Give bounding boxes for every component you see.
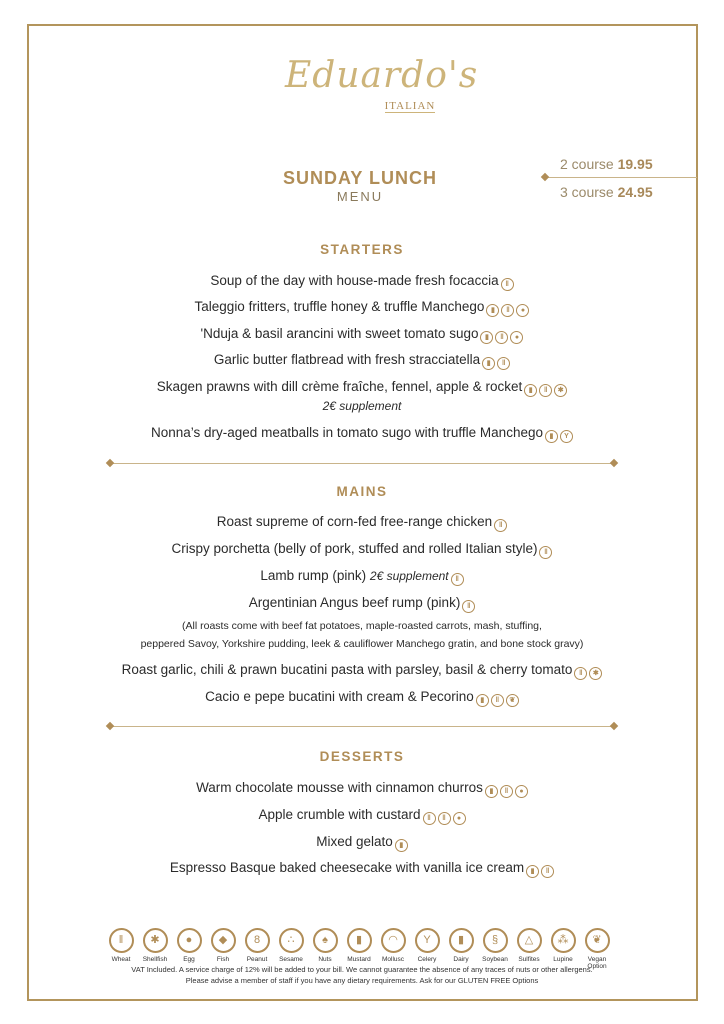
menu-item (27, 834, 697, 852)
egg-icon: ● (515, 785, 528, 798)
dairy-icon: ▮ (395, 839, 408, 852)
wheat-icon: ǁ (539, 546, 552, 559)
section-divider (110, 463, 614, 464)
item-name: Mixed gelato (316, 834, 393, 849)
wheat-icon: ǁ (574, 667, 587, 680)
menu-item (27, 595, 697, 613)
price-2-course (560, 156, 653, 172)
wheat-icon: ǁ (109, 928, 134, 953)
menu-item (27, 860, 697, 878)
dairy-icon: ▮ (476, 694, 489, 707)
egg-icon: ● (177, 928, 202, 953)
item-name: Crispy porchetta (belly of pork, stuffed and rolled Italian style) (171, 541, 538, 556)
allergen-label: Dairy (453, 956, 469, 963)
wheat-icon: ǁ (501, 304, 514, 317)
menu-item (27, 807, 697, 825)
section-divider (110, 726, 614, 727)
vegan-icon: ❦ (506, 694, 519, 707)
item-name: Roast garlic, chili & prawn bucatini pasta with parsley, basil & cherry tomato (121, 662, 573, 677)
allergen-legend (104, 928, 614, 970)
footer-line-2: Please advise a member of staff if you have any dietary requirements. Ask for our GLUTEN FREE Options (185, 976, 539, 985)
allergen-nuts (308, 928, 342, 970)
menu-item (27, 541, 697, 559)
logo (285, 55, 479, 114)
allergen-label: Lupine (553, 956, 573, 963)
item-name: Warm chocolate mousse with cinnamon churros (196, 780, 483, 795)
price-label: 2 course (560, 156, 614, 172)
wheat-icon: ǁ (462, 600, 475, 613)
mustard-icon: ▮ (347, 928, 372, 953)
item-name: Apple crumble with custard (258, 807, 421, 822)
menu-item (27, 514, 697, 532)
menu-item (27, 299, 697, 317)
dairy-icon: ▮ (485, 785, 498, 798)
lupine-icon: ⁂ (551, 928, 576, 953)
supplement-note: 2€ supplement (322, 399, 402, 413)
shellfish-icon: ✱ (143, 928, 168, 953)
allergen-label: Nuts (318, 956, 332, 963)
price-value: 24.95 (617, 184, 653, 200)
wheat-icon: ǁ (423, 812, 436, 825)
peanut-icon: 8 (245, 928, 270, 953)
item-name: Lamb rump (pink) (260, 568, 367, 583)
celery-icon: Y (415, 928, 440, 953)
section-heading-mains: MAINS (336, 484, 388, 499)
item-name: Skagen prawns with dill crème fraîche, fennel, apple & rocket (156, 379, 523, 394)
item-name: Roast supreme of corn-fed free-range chicken (216, 514, 493, 529)
roasts-note: (All roasts come with beef fat potatoes, maple-roasted carrots, mash, stuffing, (182, 620, 542, 632)
celery-icon: Y (560, 430, 573, 443)
price-value: 19.95 (617, 156, 653, 172)
egg-icon: ● (516, 304, 529, 317)
soybean-icon: § (483, 928, 508, 953)
menu-item (27, 352, 697, 370)
item-name: Argentinian Angus beef rump (pink) (248, 595, 461, 610)
menu-item (27, 273, 697, 291)
menu-subtitle: MENU (336, 189, 384, 204)
allergen-soybean (478, 928, 512, 970)
egg-icon: ● (510, 331, 523, 344)
supplement-note: 2€ supplement (369, 569, 449, 583)
allergen-label: Vegan Option (587, 956, 607, 970)
nuts-icon: ♠ (313, 928, 338, 953)
allergen-shellfish (138, 928, 172, 970)
allergen-label: Mollusc (381, 956, 405, 963)
allergen-label: Peanut (246, 956, 268, 963)
roasts-note: peppered Savoy, Yorkshire pudding, leek & cauliflower Manchego gratin, and bone stock gravy) (140, 638, 584, 650)
wheat-icon: ǁ (497, 357, 510, 370)
allergen-egg (172, 928, 206, 970)
dairy-icon: ▮ (545, 430, 558, 443)
item-name: Taleggio fritters, truffle honey & truffle Manchego (194, 299, 485, 314)
allergen-label: Mustard (347, 956, 371, 963)
dairy-icon: ▮ (486, 304, 499, 317)
wheat-icon: ǁ (500, 785, 513, 798)
footer-line-1: VAT Included. A service charge of 12% will be added to your bill. We cannot guarantee the absence of any traces of nuts or other allergens. (131, 965, 593, 974)
section-heading-starters: STARTERS (320, 242, 404, 257)
allergen-peanut (240, 928, 274, 970)
allergen-celery (410, 928, 444, 970)
allergen-label: Celery (417, 956, 437, 963)
sesame-icon: ∴ (279, 928, 304, 953)
shellfish-icon: ✱ (589, 667, 602, 680)
dairy-icon: ▮ (524, 384, 537, 397)
price-3-course (560, 184, 653, 200)
dairy-icon: ▮ (526, 865, 539, 878)
sulfites-icon: △ (517, 928, 542, 953)
item-name: Garlic butter flatbread with fresh stracciatella (213, 352, 481, 367)
allergen-label: Egg (183, 956, 195, 963)
allergen-dairy (444, 928, 478, 970)
menu-title: SUNDAY LUNCH (282, 168, 438, 188)
item-name: 'Nduja & basil arancini with sweet tomato sugo (200, 326, 479, 341)
wheat-icon: ǁ (495, 331, 508, 344)
allergen-label: Fish (216, 956, 230, 963)
egg-icon: ● (453, 812, 466, 825)
wheat-icon: ǁ (541, 865, 554, 878)
allergen-label: Sulfites (518, 956, 540, 963)
wheat-icon: ǁ (494, 519, 507, 532)
item-name: Soup of the day with house-made fresh focaccia (210, 273, 499, 288)
menu-item (27, 780, 697, 798)
fish-icon: ◆ (211, 928, 236, 953)
allergen-wheat (104, 928, 138, 970)
wheat-icon: ǁ (438, 812, 451, 825)
price-label: 3 course (560, 184, 614, 200)
item-name: Espresso Basque baked cheesecake with vanilla ice cream (169, 860, 525, 875)
wheat-icon: ǁ (451, 573, 464, 586)
dairy-icon: ▮ (480, 331, 493, 344)
dairy-icon: ▮ (449, 928, 474, 953)
logo-script: Eduardo's (285, 55, 479, 96)
vegan-icon: ❦ (585, 928, 610, 953)
allergen-lupine (546, 928, 580, 970)
price-divider (545, 177, 697, 178)
allergen-mustard (342, 928, 376, 970)
wheat-icon: ǁ (491, 694, 504, 707)
allergen-sesame (274, 928, 308, 970)
menu-item (27, 379, 697, 397)
menu-item (27, 689, 697, 707)
item-name: Cacio e pepe bucatini with cream & Pecorino (205, 689, 474, 704)
menu-item (27, 568, 697, 586)
item-name: Nonna’s dry-aged meatballs in tomato sugo with truffle Manchego (151, 425, 543, 440)
shellfish-icon: ✱ (554, 384, 567, 397)
mollusc-icon: ◠ (381, 928, 406, 953)
wheat-icon: ǁ (539, 384, 552, 397)
wheat-icon: ǁ (501, 278, 514, 291)
dairy-icon: ▮ (482, 357, 495, 370)
allergen-vegan (580, 928, 614, 970)
allergen-mollusc (376, 928, 410, 970)
allergen-label: Soybean (482, 956, 508, 963)
allergen-label: Sesame (279, 956, 303, 963)
menu-item (27, 326, 697, 344)
menu-item (27, 662, 697, 680)
allergen-fish (206, 928, 240, 970)
menu-item (27, 425, 697, 443)
allergen-sulfites (512, 928, 546, 970)
logo-subtitle: ITALIAN (384, 100, 436, 112)
allergen-label: Wheat (111, 956, 131, 963)
allergen-label: Shellfish (142, 956, 168, 963)
section-heading-desserts: DESSERTS (319, 749, 405, 764)
